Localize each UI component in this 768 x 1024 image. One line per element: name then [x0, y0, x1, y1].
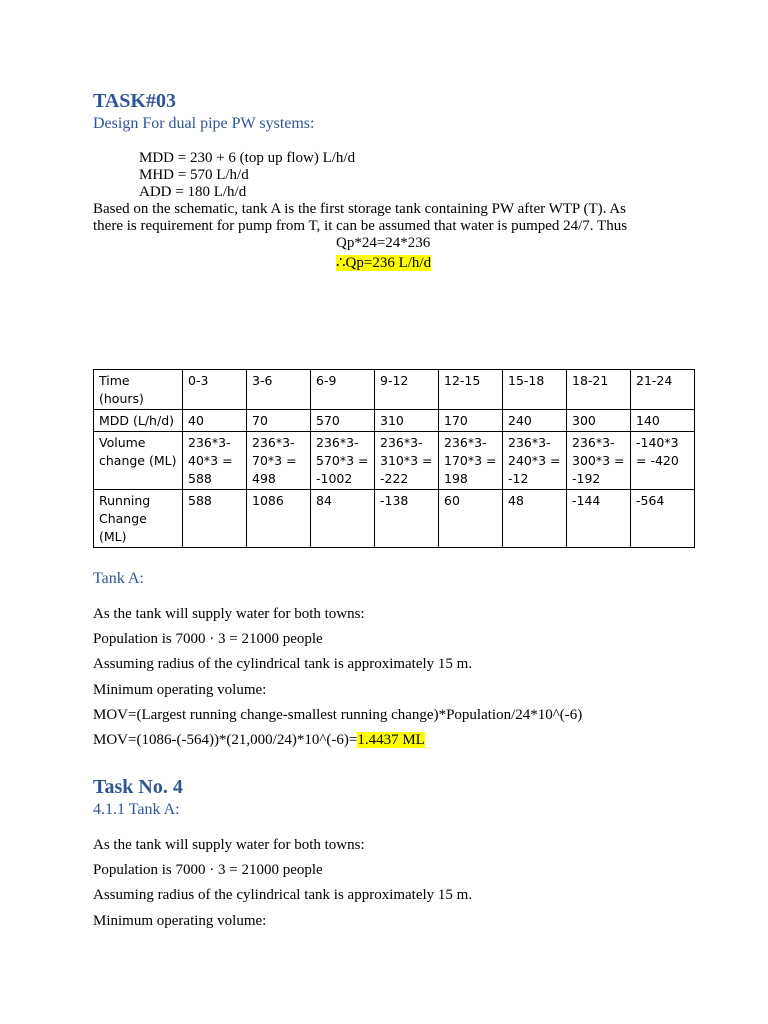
table-cell: 300 [567, 410, 631, 432]
table-cell: 18-21 [567, 370, 631, 410]
volume-change-row [94, 432, 695, 490]
task4-heading: Task No. 4 [93, 776, 183, 798]
add-equation: ADD = 180 L/h/d [139, 184, 247, 200]
schematic-paragraph-line1: Based on the schematic, tank A is the first storage tank containing PW after WTP (T). As [93, 201, 626, 217]
task4-radius-line: Assuming radius of the cylindrical tank is approximately 15 m. [93, 887, 473, 903]
time-row [94, 370, 695, 410]
row-header-cell: MDD (L/h/d) [94, 410, 183, 432]
table-cell: 236*3-170*3 = 198 [439, 432, 503, 490]
table-cell: -138 [375, 490, 439, 548]
volume-change-table [93, 369, 695, 548]
table-cell: -564 [631, 490, 695, 548]
table-cell: 1086 [247, 490, 311, 548]
table-cell: -144 [567, 490, 631, 548]
row-header-cell: Volume change (ML) [94, 432, 183, 490]
task3-heading: TASK#03 [93, 90, 176, 112]
table-cell: 236*3-70*3 = 498 [247, 432, 311, 490]
qp-result [336, 253, 431, 272]
table-cell: 570 [311, 410, 375, 432]
tank-a-heading: Tank A: [93, 570, 144, 587]
table-cell: 0-3 [183, 370, 247, 410]
table-cell: 236*3-310*3 = -222 [375, 432, 439, 490]
table-cell: 3-6 [247, 370, 311, 410]
table-cell: 170 [439, 410, 503, 432]
task4-supply-line: As the tank will supply water for both towns: [93, 837, 365, 853]
table-cell: 15-18 [503, 370, 567, 410]
table-cell: 240 [503, 410, 567, 432]
table-cell: 40 [183, 410, 247, 432]
mdd-equation: MDD = 230 + 6 (top up flow) L/h/d [139, 150, 356, 166]
task3-subheading: Design For dual pipe PW systems: [93, 115, 315, 132]
qp-calculation: Qp*24=24*236 [336, 235, 431, 251]
table-cell: 236*3-570*3 = -1002 [311, 432, 375, 490]
table-cell: 236*3-240*3 = -12 [503, 432, 567, 490]
row-header-cell: Running Change (ML) [94, 490, 183, 548]
task4-mov-label: Minimum operating volume: [93, 913, 267, 929]
qp-result-highlight: ∴Qp=236 L/h/d [336, 255, 432, 271]
table-cell: 236*3-40*3 = 588 [183, 432, 247, 490]
table-cell: 236*3-300*3 = -192 [567, 432, 631, 490]
running-change-row [94, 490, 695, 548]
mhd-equation: MHD = 570 L/h/d [139, 167, 249, 183]
tank-a-mov-result [93, 732, 425, 749]
table-cell: 21-24 [631, 370, 695, 410]
table-cell: 310 [375, 410, 439, 432]
mov-result-prefix: MOV=(1086-(-564))*(21,000/24)*10^(-6)= [93, 732, 358, 748]
tank-a-radius-line: Assuming radius of the cylindrical tank is approximately 15 m. [93, 656, 473, 672]
mov-result-value: 1.4437 ML [357, 732, 425, 748]
schematic-paragraph-line2: there is requirement for pump from T, it can be assumed that water is pumped 24/7. Thus [93, 218, 628, 234]
table-cell: 140 [631, 410, 695, 432]
mdd-row [94, 410, 695, 432]
row-header-cell: Time (hours) [94, 370, 183, 410]
table-cell: -140*3 = -420 [631, 432, 695, 490]
table-cell: 588 [183, 490, 247, 548]
tank-a-mov-formula: MOV=(Largest running change-smallest running change)*Population/24*10^(-6) [93, 707, 583, 723]
table-cell: 6-9 [311, 370, 375, 410]
tank-a-population-line: Population is 7000 · 3 = 21000 people [93, 631, 323, 647]
table-cell: 60 [439, 490, 503, 548]
tank-a-mov-label: Minimum operating volume: [93, 682, 267, 698]
table-cell: 84 [311, 490, 375, 548]
table-cell: 12-15 [439, 370, 503, 410]
table-cell: 9-12 [375, 370, 439, 410]
task4-population-line: Population is 7000 · 3 = 21000 people [93, 862, 323, 878]
task4-subheading: 4.1.1 Tank A: [93, 801, 180, 818]
table-cell: 48 [503, 490, 567, 548]
tank-a-supply-line: As the tank will supply water for both towns: [93, 606, 365, 622]
table-cell: 70 [247, 410, 311, 432]
